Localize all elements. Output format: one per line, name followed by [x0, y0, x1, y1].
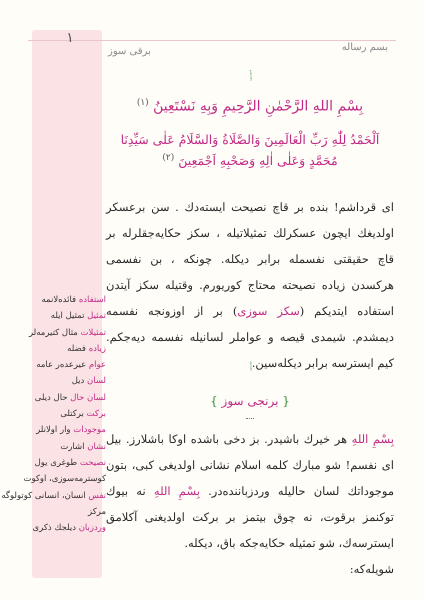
intro-highlight: سكز سوزى	[237, 304, 300, 318]
glossary-item: نفس انسان، انسانى كوتولوگه	[1, 490, 106, 501]
hamd-text: اَلْحَمْدُ لِلّٰهِ رَبِّ الْعَالَمِينَ وَالصَّلَاةُ وَالسَّلَامُ عَلٰى سَيِّدِنَا مُحَمَّدٍ وَعَلٰى اٰلِهِ وَصَحْبِهِ اَجْمَعِينَ	[120, 132, 380, 169]
main-text-area	[106, 0, 394, 600]
running-title-left: برقى سوز	[108, 46, 151, 57]
intro-paragraph	[106, 194, 394, 376]
first-word-paragraph	[106, 426, 394, 582]
glossary-item: عوام عيرعده‌ر عامه	[36, 360, 106, 371]
basmala-line	[106, 98, 394, 115]
hamd-footnote-marker: (٢)	[162, 153, 175, 163]
glossary-item: موجودات وار اولانلر	[36, 425, 106, 436]
basmala-footnote-marker: (١)	[136, 98, 149, 108]
section-ornament	[106, 370, 394, 385]
basmala-word: بِسْمِ اللهِ	[351, 432, 394, 446]
section-title-close-bracket: }	[210, 394, 218, 408]
intro-tail: ) بر از اوزونجه نفسمه ديمشدم. شيمدى قيصه و عواملر لسانيله نفسمه ديه‌جكم. كيم ايسترسه برابر ديكله‌سين.	[106, 304, 394, 370]
glossary-item: بركت بركتلى	[60, 409, 106, 420]
section-separator	[246, 418, 254, 419]
closing-phrase: شويله‌كه:	[349, 562, 394, 576]
basmala-text: بِسْمِ اللهِ الرَّحْمٰنِ الرَّحِيمِ وَبِهِ نَسْتَعِينُ	[153, 98, 364, 115]
basmala-word-2: بِسْمِ اللهِ	[153, 484, 200, 498]
glossary-item: زياده فضله	[67, 343, 106, 354]
hamd-line	[112, 130, 388, 170]
intro-text: اى قرداشم! بنده بر قاچ نصيحت ايسته‌دك . سن برعسكر اولديغك ايچون عسكرلك تمثيلاتيله ، سكز حكايه‌جقلرله بر قاچ حقيقتى نفسمله برابر ديكله. چونكه ، بن نفسمى هركسدن زياده نصيحته محتاج كوريورم. وقتيله سكز آيتدن استفاده ايتديكم (	[106, 200, 394, 318]
glossary-item: كوسترمه‌سوزى، اوكوت	[23, 474, 106, 485]
glossary-item: لسان حال حال ديلى	[34, 392, 106, 403]
margin-glossary	[1, 292, 106, 536]
glossary-item: نصيحت طوغرى يول	[34, 457, 106, 468]
glossary-item: تمثيلات مثال كتيرمه‌لر	[28, 327, 106, 338]
glossary-item: وردزبان ديلجك ذكرى	[32, 523, 106, 534]
page-number: ١	[66, 30, 74, 46]
section-title-open-bracket: {	[282, 394, 290, 408]
glossary-item: استفاده فائده‌لانمه	[41, 295, 106, 305]
section-title	[106, 394, 394, 408]
first-word-text-2: نه بيوك توكنمز برقوت، نه چوق بيتمز بر بركت اولديغنى آكلامق ايسترسه‌ك، شو تمثيله حكايه‌جكه باق، ديكله.	[106, 484, 394, 550]
glossary-item: تمثيل تمثيل ايله	[50, 311, 106, 322]
first-word-text-1: هر خيرك باشيدر. بز دخى باشده اوكا باشلارز. بيل اى نفسم! شو مبارك كلمه اسلام نشانى اولديغى كبى، بتون موجوداتك لسان حالیله وردزباننده‌در.	[106, 432, 394, 498]
running-title-right: بسم رساله	[341, 42, 388, 53]
glossary-item: مركز	[88, 506, 106, 517]
glossary-item: نشان اشارت	[60, 441, 106, 452]
top-ornament	[106, 80, 394, 95]
glossary-item: لسان ديل	[71, 376, 106, 387]
section-title-text: برنجى سوز	[221, 394, 279, 408]
